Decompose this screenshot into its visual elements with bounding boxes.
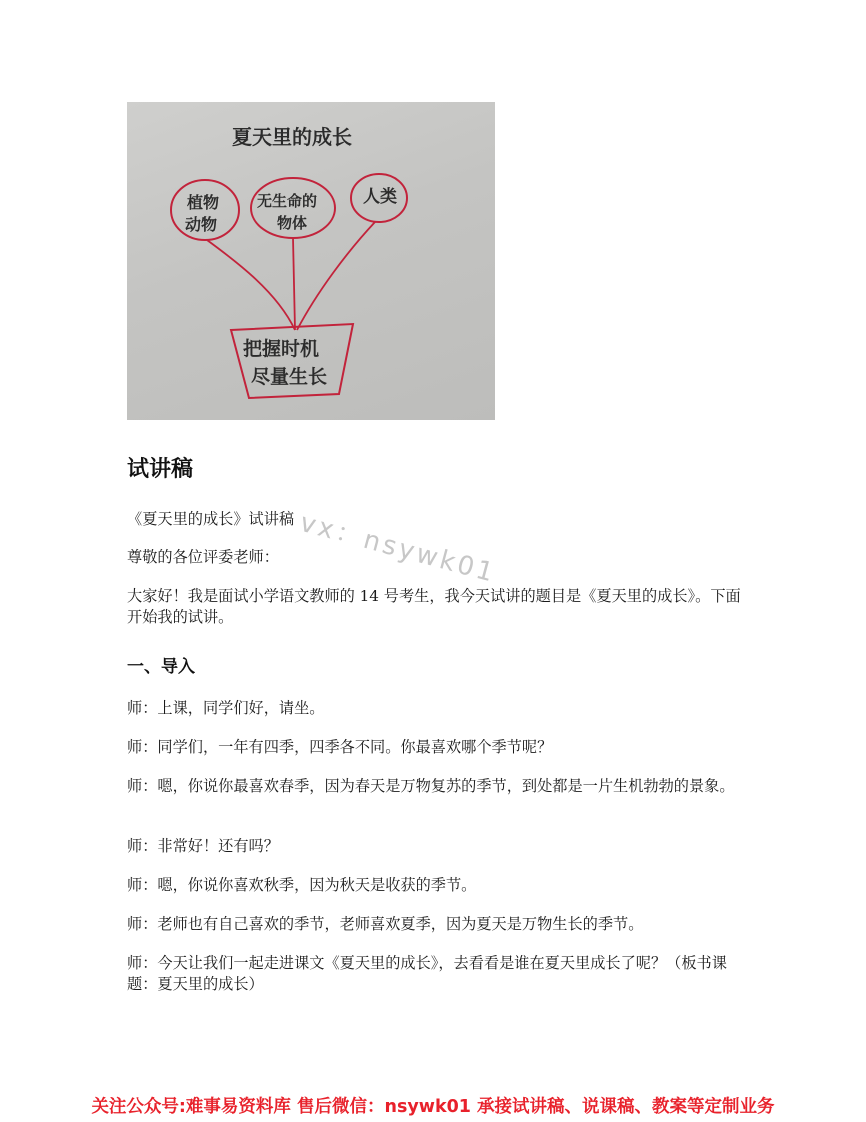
bubble-left-line2: 动物 [185, 215, 218, 234]
blackboard-photo [127, 102, 495, 420]
paragraph-title: 《夏天里的成长》试讲稿 [127, 510, 295, 528]
bubble-mid-line2: 物体 [277, 214, 308, 232]
stem-left [207, 240, 295, 330]
bubble-right-text: 人类 [363, 187, 397, 207]
stem-mid [293, 238, 295, 330]
section-heading: 一、导入 [127, 657, 195, 677]
bubble-left-line1: 植物 [187, 193, 220, 212]
dialogue-line: 师：老师也有自己喜欢的季节，老师喜欢夏季，因为夏天是万物生长的季节。 [127, 915, 644, 933]
box-line1: 把握时机 [243, 338, 320, 360]
bubble-mid-line1: 无生命的 [257, 192, 318, 210]
page-heading: 试讲稿 [127, 457, 194, 482]
watermark: vx：nsywk01 [296, 507, 500, 589]
dialogue-line: 师：嗯，你说你最喜欢春季，因为春天是万物复苏的季节，到处都是一片生机勃勃的景象。 [127, 777, 735, 795]
dialogue-line: 师：今天让我们一起走进课文《夏天里的成长》，去看看是谁在夏天里成长了呢？（板书课题：夏天里的成长） [127, 954, 727, 993]
stem-right [297, 222, 375, 330]
box-line2: 尽量生长 [251, 366, 328, 388]
photo-title: 夏天里的成长 [232, 125, 352, 149]
dialogue-line: 师：上课，同学们好，请坐。 [127, 699, 325, 717]
footer-banner: 关注公众号:难事易资料库 售后微信：nsywk01 承接试讲稿、说课稿、教案等定制业务 [91, 1097, 775, 1117]
paragraph-intro: 大家好！我是面试小学语文教师的 14 号考生，我今天试讲的题目是《夏天里的成长》。下面开始我的试讲。 [127, 587, 741, 626]
dialogue-line: 师：嗯，你说你喜欢秋季，因为秋天是收获的季节。 [127, 876, 477, 894]
dialogue-line: 师：非常好！还有吗？ [127, 837, 279, 855]
dialogue-line: 师：同学们，一年有四季，四季各不同。你最喜欢哪个季节呢？ [127, 738, 553, 756]
paragraph-greeting: 尊敬的各位评委老师： [127, 548, 279, 566]
mind-map-drawing [127, 102, 495, 420]
